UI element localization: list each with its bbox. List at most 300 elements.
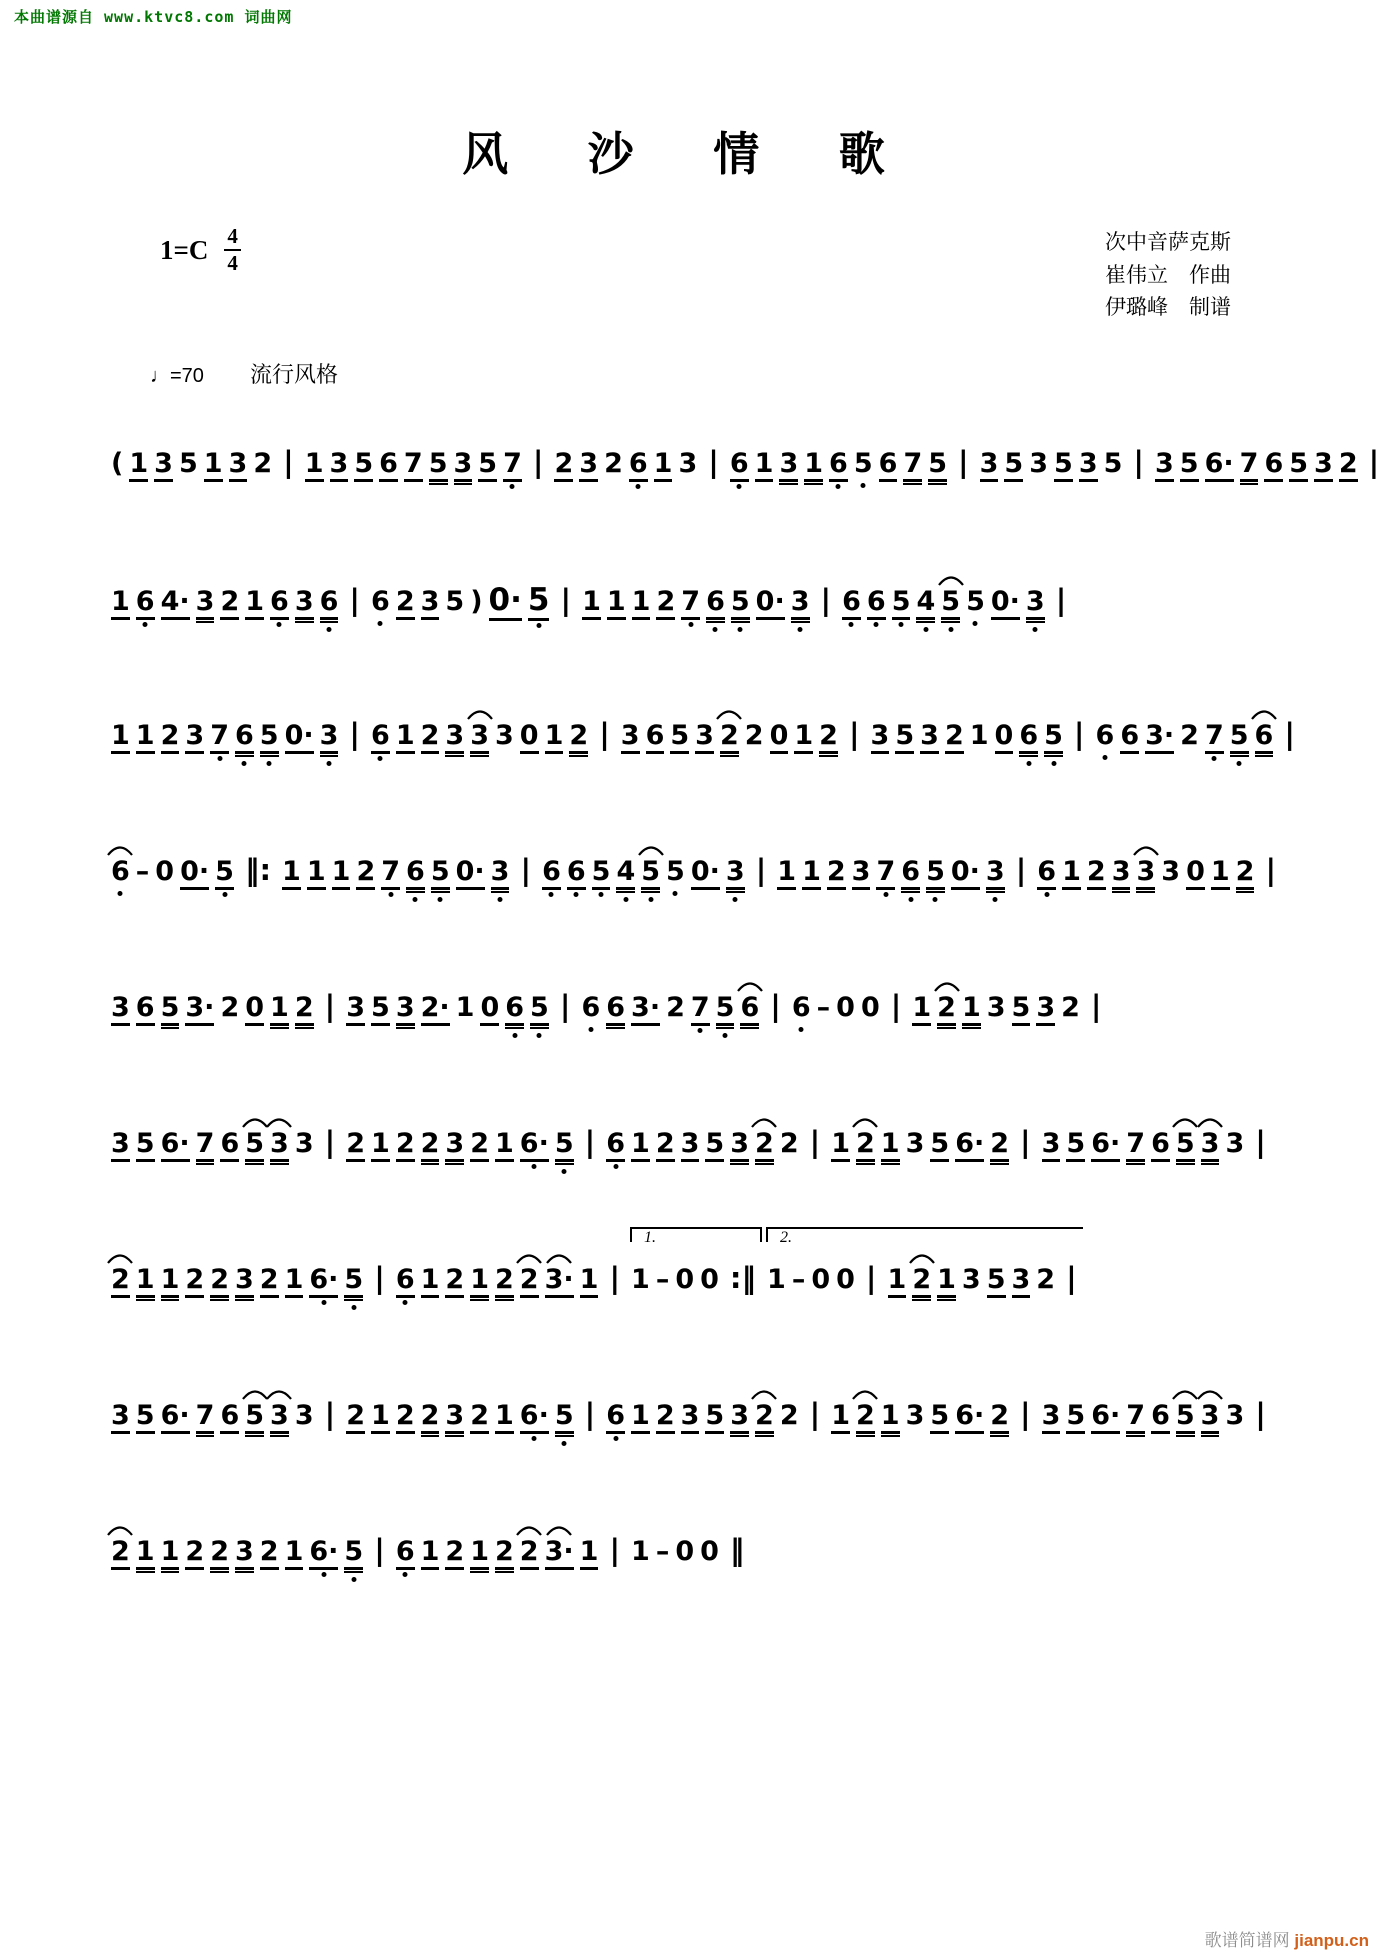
- note: 6: [1096, 721, 1115, 751]
- note: –: [791, 1263, 806, 1295]
- low-octave-dot: [613, 1436, 618, 1441]
- low-octave-dot: [636, 484, 641, 489]
- note: 5: [1230, 721, 1249, 755]
- tie-arc: [107, 845, 133, 856]
- note: ): [470, 585, 483, 617]
- note: 2: [260, 1265, 279, 1299]
- note: 2: [220, 991, 240, 1023]
- low-octave-dot: [351, 1305, 356, 1310]
- note: 5: [1044, 721, 1063, 755]
- low-octave-dot: [1033, 627, 1038, 632]
- note: 1: [470, 1537, 489, 1571]
- tie-arc: [751, 1117, 777, 1128]
- low-octave-dot: [737, 484, 742, 489]
- note: 3: [678, 447, 698, 479]
- note: 3: [154, 449, 173, 483]
- note: 1: [831, 1401, 850, 1435]
- measure-segment: [108, 1260, 628, 1299]
- note: 7: [404, 449, 423, 483]
- note: 3: [445, 1129, 464, 1163]
- note: 3: [730, 1129, 749, 1163]
- note: 0: [836, 1263, 855, 1295]
- note: –: [655, 1263, 670, 1295]
- note: 5: [1289, 449, 1308, 483]
- low-octave-dot: [1026, 761, 1031, 766]
- tie-arc: [1172, 1389, 1198, 1400]
- note: 2: [295, 993, 314, 1027]
- low-octave-dot: [798, 627, 803, 632]
- low-octave-dot: [217, 756, 222, 761]
- note: 3: [779, 449, 798, 483]
- note: 3: [986, 857, 1005, 891]
- note: 2: [220, 587, 239, 621]
- note: 3: [980, 449, 999, 483]
- note: 6: [706, 587, 725, 621]
- barline: |: [324, 988, 336, 1023]
- note: 1: [307, 857, 326, 891]
- barline: |: [708, 444, 719, 479]
- note: 2: [656, 1401, 675, 1435]
- note: 3: [1161, 855, 1181, 887]
- note: 2: [1236, 857, 1255, 891]
- site-watermark-link[interactable]: jianpu.cn: [1294, 1931, 1369, 1950]
- tie-arc: [751, 1389, 777, 1400]
- note: 6: [1120, 721, 1139, 755]
- barline: ‖: [729, 1532, 745, 1567]
- note: 2: [755, 1129, 774, 1163]
- tie-arc: [467, 709, 493, 720]
- barline: |: [1284, 716, 1295, 751]
- note: 6: [505, 993, 524, 1027]
- tie-arc: [1133, 845, 1159, 856]
- note: 7: [681, 587, 700, 621]
- note: 6·: [161, 1401, 190, 1435]
- note: 6: [1264, 449, 1283, 483]
- note: 3: [235, 1265, 254, 1299]
- note: 1: [1211, 857, 1230, 891]
- note: 5: [429, 449, 448, 483]
- note: 3: [330, 449, 349, 483]
- note: 2: [604, 447, 623, 479]
- note: 3·: [185, 993, 214, 1027]
- note: 0: [520, 721, 539, 755]
- note: 3: [235, 1537, 254, 1571]
- note: 6: [629, 449, 648, 483]
- note: 3: [1314, 449, 1333, 483]
- barline: |: [848, 716, 860, 751]
- note: 2: [1036, 1263, 1056, 1295]
- note: 1: [654, 449, 673, 483]
- note: 7: [196, 1401, 215, 1435]
- note: 3·: [545, 1537, 574, 1571]
- note: 6: [220, 1129, 239, 1163]
- music-line: [108, 716, 1295, 763]
- barline: |: [532, 444, 544, 479]
- note: 2: [210, 1537, 229, 1571]
- note: 2: [554, 449, 573, 483]
- note: 6·: [1091, 1129, 1120, 1163]
- low-octave-dot: [733, 897, 738, 902]
- note: 1: [1062, 857, 1081, 891]
- note: 3: [1112, 857, 1131, 891]
- volta-label: 1.: [644, 1228, 657, 1246]
- note: 2: [1087, 857, 1106, 891]
- note: 2: [470, 1401, 489, 1435]
- volta-label: 2.: [780, 1228, 793, 1246]
- tie-arc: [516, 1525, 542, 1536]
- note: 6: [235, 721, 254, 755]
- tie-arc: [516, 1253, 542, 1264]
- note: 3·: [1145, 721, 1174, 755]
- note: 5: [136, 1129, 155, 1163]
- barline: |: [865, 1260, 877, 1295]
- note: 2: [495, 1537, 514, 1571]
- barline: |: [324, 1396, 336, 1431]
- note: 6·: [1205, 449, 1234, 483]
- low-octave-dot: [267, 761, 272, 766]
- time-signature: [224, 226, 241, 274]
- low-octave-dot: [438, 897, 443, 902]
- source-watermark-link[interactable]: 本曲谱源自 www.ktvc8.com 词曲网: [14, 8, 293, 26]
- low-octave-dot: [242, 761, 247, 766]
- note: 5: [431, 857, 450, 891]
- note: 3: [986, 991, 1006, 1023]
- low-octave-dot: [512, 1033, 517, 1038]
- barline: |: [599, 716, 610, 751]
- tie-arc: [1197, 1389, 1223, 1400]
- note: 5: [161, 993, 180, 1027]
- barline: |: [1073, 716, 1085, 751]
- note: 2: [495, 1265, 514, 1299]
- tie-arc: [638, 845, 664, 856]
- barline: |: [609, 1260, 621, 1295]
- note: 2: [520, 1265, 539, 1299]
- note: 1: [204, 449, 223, 483]
- note: 1: [582, 587, 601, 621]
- note: 3: [1029, 447, 1049, 479]
- note: 2: [396, 1129, 415, 1163]
- low-octave-dot: [908, 897, 913, 902]
- note: 0: [245, 993, 264, 1027]
- note: 3: [730, 1401, 749, 1435]
- note: 7: [1240, 449, 1259, 483]
- music-line: [108, 1396, 1281, 1443]
- note: 1: [580, 1537, 599, 1571]
- note: 2: [656, 587, 675, 621]
- note: 3: [491, 857, 510, 891]
- note: 1: [285, 1265, 304, 1299]
- note: 2: [421, 721, 440, 755]
- note: 5: [854, 449, 873, 479]
- barline: |: [283, 444, 294, 479]
- barline: |: [349, 716, 361, 751]
- note: 2: [856, 1401, 875, 1435]
- low-octave-dot: [532, 1436, 537, 1441]
- note: 5: [1103, 447, 1123, 479]
- note: 5: [670, 721, 689, 755]
- note: 1: [136, 1265, 155, 1299]
- note: 1: [305, 449, 324, 483]
- note: 2: [755, 1401, 774, 1435]
- note: 2: [161, 721, 180, 755]
- note: 3: [726, 857, 745, 891]
- note: 3: [396, 993, 415, 1027]
- low-octave-dot: [537, 1033, 542, 1038]
- note: 7: [503, 449, 522, 483]
- low-octave-dot: [378, 621, 383, 626]
- low-octave-dot: [1102, 755, 1107, 760]
- barline: |: [1015, 852, 1027, 887]
- music-line: [108, 852, 1281, 899]
- note: 5: [941, 587, 960, 621]
- tie-arc: [266, 1117, 292, 1128]
- note: 1: [161, 1537, 180, 1571]
- note: 5: [928, 449, 947, 483]
- note: 0: [155, 855, 175, 887]
- low-octave-dot: [403, 1572, 408, 1577]
- low-octave-dot: [799, 1027, 804, 1032]
- note: 3: [495, 719, 514, 751]
- note: 5: [245, 1401, 264, 1435]
- note: 6·: [309, 1265, 338, 1299]
- measure-segment: [108, 988, 1110, 1027]
- note: 3: [920, 721, 939, 755]
- note: 5: [926, 857, 945, 891]
- note: 5: [1054, 449, 1073, 483]
- note: 1: [794, 721, 813, 755]
- note: –: [655, 1535, 670, 1567]
- note: 5: [1066, 1401, 1085, 1435]
- note: 1: [421, 1265, 440, 1299]
- note: 1: [888, 1265, 907, 1299]
- note: 3: [681, 1129, 700, 1163]
- note: 6·: [161, 1129, 190, 1163]
- note: 1: [396, 721, 415, 755]
- site-watermark-text: 歌谱简谱网: [1204, 1931, 1290, 1950]
- barline: :‖: [729, 1260, 757, 1295]
- tie-arc: [737, 981, 763, 992]
- tie-arc: [909, 1253, 935, 1264]
- note: 3: [1012, 1265, 1031, 1299]
- note: 3: [852, 857, 871, 891]
- barline: |: [349, 582, 361, 617]
- note: 1: [270, 993, 289, 1027]
- time-signature-numerator: 4: [224, 226, 241, 251]
- low-octave-dot: [948, 627, 953, 632]
- note: 3: [791, 587, 810, 621]
- tie-arc: [1251, 709, 1277, 720]
- volta-segment: [628, 1228, 764, 1295]
- barline: |: [1020, 1124, 1031, 1159]
- note: 2: [210, 1265, 229, 1299]
- barline: |: [584, 1396, 596, 1431]
- note: 1: [631, 1263, 650, 1295]
- note: 3: [905, 1127, 925, 1159]
- note: 2: [185, 1265, 204, 1299]
- note: 2: [1180, 719, 1199, 751]
- note: 2: [912, 1265, 931, 1299]
- note: 1: [282, 857, 301, 891]
- style-label: 流行风格: [249, 361, 338, 387]
- note: 3: [294, 1399, 314, 1431]
- barline: |: [755, 852, 767, 887]
- measure-segment: [108, 1532, 752, 1571]
- note: 1: [632, 587, 651, 621]
- note: 3: [1136, 857, 1155, 891]
- note: 2: [346, 1129, 365, 1163]
- note: 3: [295, 587, 314, 621]
- note: 6: [320, 587, 339, 621]
- note: 3: [111, 1401, 130, 1435]
- tie-arc: [546, 1253, 572, 1264]
- note: 3: [111, 1129, 130, 1163]
- barline: |: [584, 1124, 596, 1159]
- note: 0: [675, 1263, 695, 1295]
- note: 2: [470, 1129, 489, 1163]
- barline: |: [1265, 852, 1277, 887]
- note: 6: [1019, 721, 1038, 755]
- note: 2: [253, 447, 273, 479]
- measure-segment: [108, 716, 1303, 755]
- note: 5: [705, 1401, 724, 1435]
- note: 6: [371, 587, 390, 617]
- low-octave-dot: [1212, 756, 1217, 761]
- tie-arc: [716, 709, 742, 720]
- note: 1: [371, 1401, 390, 1435]
- note: 1: [136, 1537, 155, 1571]
- note: 2: [445, 1265, 464, 1299]
- note: 1: [969, 719, 989, 751]
- note: 5: [344, 1265, 363, 1299]
- note: 7: [876, 857, 895, 891]
- note: 5: [930, 1129, 949, 1163]
- note: 2: [779, 1399, 799, 1431]
- key-signature: [160, 226, 241, 274]
- note: 6: [792, 993, 811, 1023]
- barline: |: [559, 988, 571, 1023]
- note: 5: [215, 857, 234, 891]
- note: 5: [530, 993, 549, 1027]
- low-octave-dot: [277, 622, 282, 627]
- note: 2: [827, 857, 846, 891]
- low-octave-dot: [1044, 892, 1049, 897]
- note: 6: [542, 857, 561, 891]
- note: 2: [990, 1401, 1009, 1435]
- low-octave-dot: [613, 1164, 618, 1169]
- low-octave-dot: [861, 483, 866, 488]
- barline: |: [374, 1260, 385, 1295]
- note: 5: [705, 1129, 724, 1163]
- note: 2: [111, 1265, 130, 1299]
- note: 0·: [456, 857, 485, 891]
- note: 0: [770, 721, 789, 755]
- note: 6: [901, 857, 920, 891]
- low-octave-dot: [648, 897, 653, 902]
- note: 7: [903, 449, 922, 483]
- note: 6: [136, 993, 155, 1027]
- note: 2: [396, 587, 415, 621]
- low-octave-dot: [574, 892, 579, 897]
- note: 2: [990, 1129, 1009, 1163]
- measure-segment: [108, 583, 1074, 621]
- note: 6: [606, 1401, 625, 1435]
- note: 2: [260, 1537, 279, 1571]
- low-octave-dot: [1051, 761, 1056, 766]
- note: 6: [606, 993, 625, 1027]
- note: 0: [860, 991, 880, 1023]
- note: 2: [656, 1129, 675, 1163]
- note: 2: [356, 857, 375, 891]
- note: 5: [528, 583, 550, 621]
- note: 6·: [309, 1537, 338, 1571]
- low-octave-dot: [498, 897, 503, 902]
- note: 6: [567, 857, 586, 891]
- note: 5: [445, 585, 465, 617]
- low-octave-dot: [351, 1577, 356, 1582]
- barline: |: [374, 1532, 385, 1567]
- note: 1: [631, 1129, 650, 1163]
- note: 3: [270, 1401, 289, 1435]
- measure-segment: [108, 444, 1381, 483]
- note: 1: [631, 1535, 650, 1567]
- note: 6: [829, 449, 848, 483]
- barline: |: [770, 988, 781, 1023]
- note: 7: [210, 721, 229, 755]
- tie-arc: [934, 981, 960, 992]
- note: 1: [161, 1265, 180, 1299]
- low-octave-dot: [933, 897, 938, 902]
- note: 5: [892, 587, 911, 621]
- note: 2: [937, 993, 956, 1027]
- tempo-row: [0, 358, 1381, 389]
- low-octave-dot: [588, 1027, 593, 1032]
- tie-arc: [546, 1525, 572, 1536]
- barline: |: [1133, 444, 1144, 479]
- note: 0·: [991, 587, 1020, 621]
- note: 3: [454, 449, 473, 483]
- low-octave-dot: [403, 1300, 408, 1305]
- note: 6: [606, 1129, 625, 1163]
- site-watermark[interactable]: [1205, 1926, 1369, 1951]
- note: –: [816, 991, 831, 1023]
- barline: |: [520, 852, 532, 887]
- note: 3: [1225, 1399, 1245, 1431]
- note: 2: [185, 1537, 204, 1571]
- note: 0: [675, 1535, 695, 1567]
- barline: |: [890, 988, 902, 1023]
- note: 0·: [951, 857, 980, 891]
- note: 6: [1151, 1401, 1170, 1435]
- note: 6: [740, 993, 759, 1027]
- note: 4: [916, 587, 935, 621]
- note: 5: [555, 1401, 574, 1435]
- note: 3: [905, 1399, 925, 1431]
- note: 3: [111, 993, 130, 1027]
- note: 2: [396, 1401, 415, 1435]
- low-octave-dot: [836, 484, 841, 489]
- low-octave-dot: [923, 627, 928, 632]
- tie-arc: [938, 575, 964, 586]
- note: 5: [344, 1537, 363, 1571]
- note: 3: [1042, 1401, 1061, 1435]
- note: 1: [495, 1129, 514, 1163]
- note: 5: [1004, 449, 1023, 483]
- music-line: [108, 1228, 1281, 1307]
- note: 3: [1201, 1129, 1220, 1163]
- barline: |: [1255, 1124, 1266, 1159]
- barline: |: [809, 1396, 821, 1431]
- note: 2: [1339, 449, 1358, 483]
